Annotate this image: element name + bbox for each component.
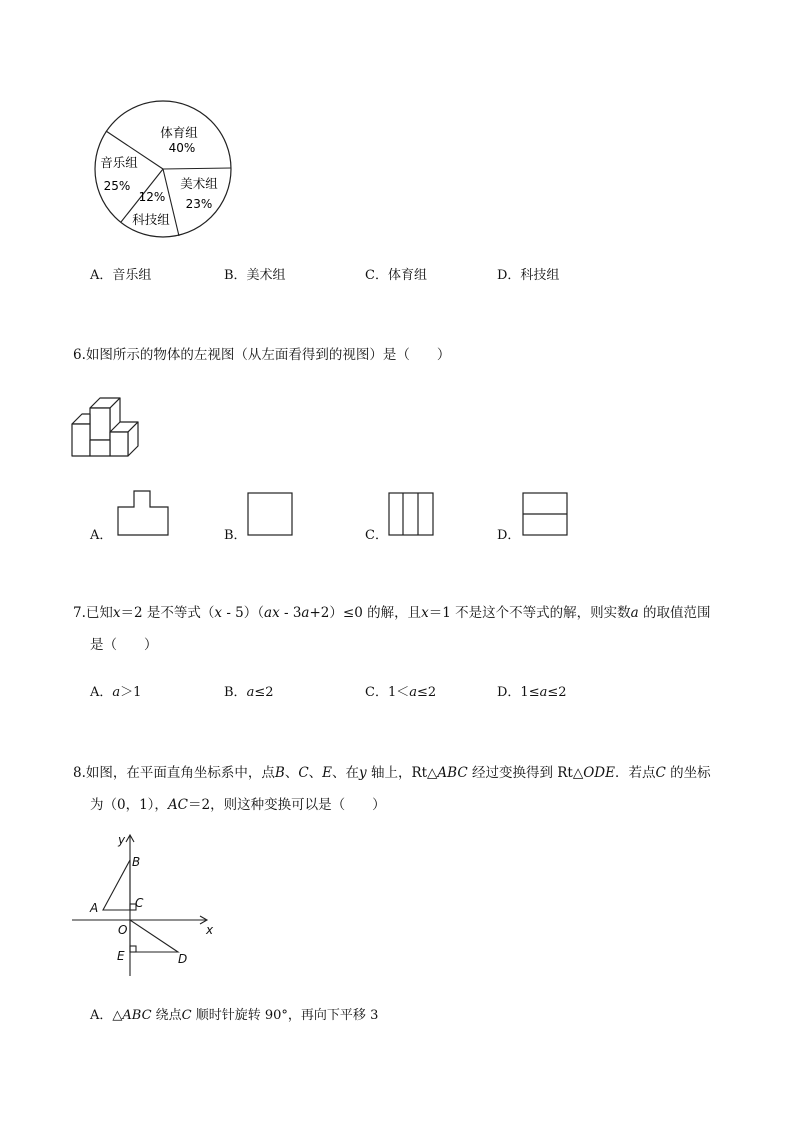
q5-option-d[interactable]: D．科技组 (497, 268, 560, 283)
label-b: B (132, 855, 141, 869)
label-y: y (118, 833, 126, 847)
q8-option-a[interactable]: A．△ABC 绕点C 顺时针旋转 90°，再向下平移 3 (90, 1008, 379, 1023)
q7-option-d[interactable]: D．1≤a≤2 (497, 685, 567, 700)
right-angle-e (130, 946, 136, 952)
q7-stem-line2: 是（ ） (90, 637, 158, 653)
label-c: C (135, 896, 144, 910)
q6-option-c[interactable]: C． (365, 528, 388, 543)
q5-option-a[interactable]: A．音乐组 (90, 268, 152, 283)
q6-stem: 6.如图所示的物体的左视图（从左面看得到的视图）是（ ） (73, 347, 451, 363)
pie-percent-tech: 12% (138, 190, 166, 204)
pie-label-music: 音乐组 (100, 155, 138, 170)
label-d: D (178, 952, 188, 966)
label-e: E (117, 949, 125, 963)
q8-stem-line1: 8.如图，在平面直角坐标系中，点B、C、E、在y 轴上，Rt△ABC 经过变换得到 Rt△ODE．若点C 的坐标 (73, 765, 711, 781)
q6-option-c-figure (387, 491, 435, 537)
q7-option-a[interactable]: A．a＞1 (90, 685, 142, 700)
q7-option-c[interactable]: C．1＜a≤2 (365, 685, 437, 700)
q5-option-b[interactable]: B．美术组 (224, 268, 286, 283)
q7-option-b[interactable]: B．a≤2 (224, 685, 274, 700)
pie-percent-art: 23% (185, 197, 213, 211)
pie-percent-sports: 40% (168, 141, 196, 155)
pie-label-art: 美术组 (180, 176, 218, 191)
q6-option-a-figure (116, 489, 170, 537)
pie-label-sports: 体育组 (160, 125, 198, 140)
q6-option-d[interactable]: D． (497, 528, 521, 543)
pie-chart (88, 98, 238, 243)
label-x: x (206, 923, 214, 937)
q8-stem-line2: 为（0，1），AC＝2，则这种变换可以是（ ） (90, 797, 386, 813)
triangle-ode (130, 920, 178, 952)
label-a: A (90, 901, 99, 915)
q8-coordinate-figure (66, 830, 226, 978)
q7-stem-line1: 7.已知x＝2 是不等式（x - 5）（ax - 3a+2）≤0 的解，且x＝1 不是这个不等式的解，则实数a 的取值范围 (73, 605, 711, 621)
triangle-abc (103, 860, 130, 910)
q6-solid-figure (70, 396, 142, 458)
q6-option-b[interactable]: B． (224, 528, 247, 543)
q6-option-d-figure (521, 491, 569, 537)
label-o: O (118, 923, 128, 937)
q5-option-c[interactable]: C．体育组 (365, 268, 427, 283)
q6-option-a[interactable]: A． (90, 528, 113, 543)
q6-option-b-figure (246, 491, 294, 537)
pie-percent-music: 25% (103, 179, 131, 193)
pie-label-tech: 科技组 (132, 212, 170, 227)
